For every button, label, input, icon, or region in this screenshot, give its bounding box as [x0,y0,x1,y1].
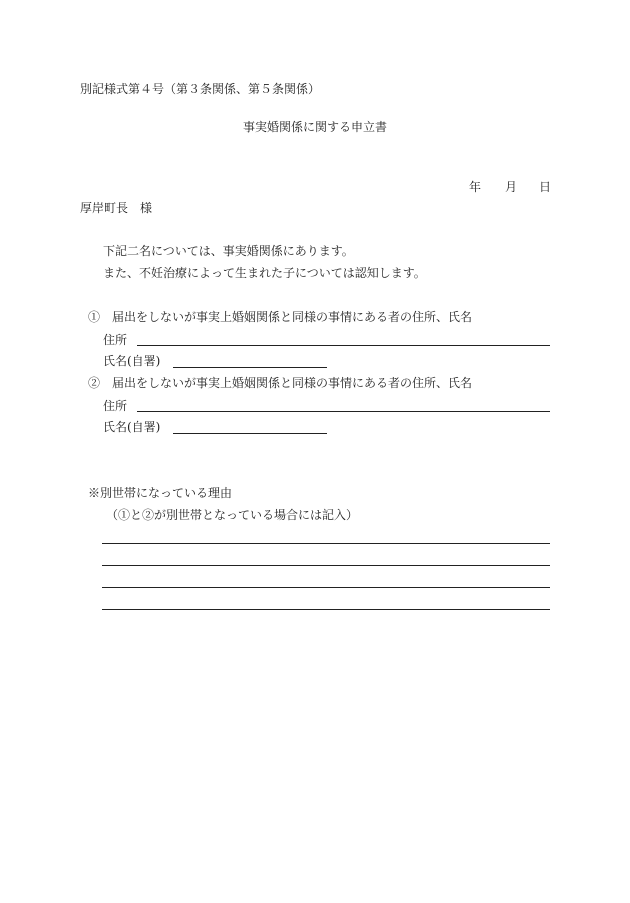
reason-heading: ※別世帯になっている理由 [88,486,233,500]
reason-line-4 [102,609,550,610]
reason-line-2 [102,565,550,566]
reason-line-2-value[interactable] [104,550,550,564]
person-2-heading: ② 届出をしないが事実上婚姻関係と同様の事情にある者の住所、氏名 [88,376,473,390]
person-2-address-label: 住所 [103,399,128,413]
person-1-address-underline [137,345,550,346]
person-1-name-underline [173,367,327,368]
statement-line-1: 下記二名については、事実婚関係にあります。 [103,244,354,258]
person-2-name-label: 氏名(自署) [103,420,161,434]
person-1-name-label: 氏名(自署) [103,354,161,368]
form-number: 別記様式第４号（第３条関係、第５条関係） [80,82,321,96]
page-title: 事実婚関係に関する申立書 [242,120,387,134]
person-1-name-value[interactable] [176,352,326,366]
date-day-label: 日 [539,180,552,194]
person-2-address-underline [137,411,550,412]
reason-line-1 [102,543,550,544]
person-1-address-value[interactable] [140,330,550,344]
date-year-label: 年 [469,180,482,194]
person-2-name-value[interactable] [176,418,326,432]
person-1-heading: ① 届出をしないが事実上婚姻関係と同様の事情にある者の住所、氏名 [88,310,473,324]
reason-line-4-value[interactable] [104,594,550,608]
reason-line-3 [102,587,550,588]
addressee: 厚岸町長 様 [80,201,153,215]
person-2-name-underline [173,433,327,434]
reason-line-1-value[interactable] [104,528,550,542]
reason-note: （①と②が別世帯となっている場合には記入） [106,508,359,522]
reason-line-3-value[interactable] [104,572,550,586]
person-2-address-value[interactable] [140,396,550,410]
date-month-label: 月 [505,180,518,194]
statement-line-2: また、不妊治療によって生まれた子については認知します。 [103,266,426,280]
person-1-address-label: 住所 [103,333,128,347]
